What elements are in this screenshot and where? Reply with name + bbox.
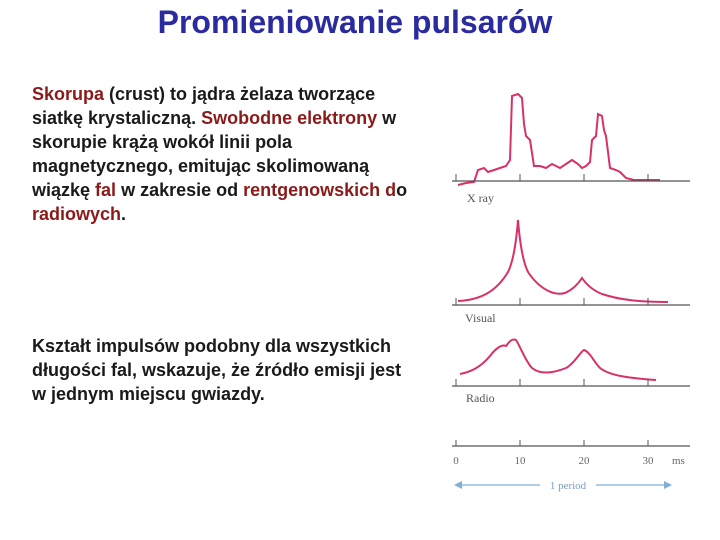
- period-label: 1 period: [549, 480, 587, 492]
- axis-unit-label: ms: [672, 455, 685, 467]
- text-span: o: [396, 180, 408, 200]
- conclusion-paragraph: Kształt impulsów podobny dla wszystkich długości fal, wskazuje, że źródło emisji jest w jednym miejscu gwiazdy.: [32, 336, 402, 404]
- xray-panel-label: X ray: [467, 191, 494, 205]
- term-fal: fal: [95, 180, 117, 200]
- visual-panel-label: Visual: [465, 311, 496, 325]
- time-axis: [452, 440, 690, 467]
- text-span: (crust) to jądra żelaza tworzące siatkę krystaliczną.: [32, 84, 376, 128]
- text-span: .: [121, 204, 127, 224]
- period-indicator: [454, 480, 672, 492]
- text-span: w zakresie od: [116, 180, 244, 200]
- radio-panel: [452, 339, 690, 405]
- tick-label-20: 20: [578, 455, 590, 467]
- xray-pulse-curve: [458, 94, 660, 185]
- term-radiowych: radiowych: [32, 204, 122, 224]
- arrow-head-left: [454, 481, 462, 489]
- radio-panel-label: Radio: [466, 391, 495, 405]
- tick-label-30: 30: [642, 455, 654, 467]
- term-swobodne-elektrony: Swobodne elektrony: [201, 108, 378, 128]
- xray-panel: [452, 94, 690, 205]
- slide-title: Promieniowanie pulsarów: [157, 4, 553, 40]
- visual-pulse-curve: [458, 220, 668, 302]
- term-rentgenowskich: rentgenowskich d: [243, 180, 397, 200]
- tick-label-10: 10: [514, 455, 526, 467]
- text-span: w skorupie krążą wokół linii pola magnetycznego, emitując skolimowaną wiązkę: [32, 108, 397, 200]
- term-skorupa: Skorupa: [32, 84, 105, 104]
- arrow-head-right: [664, 481, 672, 489]
- radio-pulse-curve: [460, 339, 656, 380]
- visual-panel: [452, 220, 690, 325]
- tick-label-0: 0: [453, 455, 459, 467]
